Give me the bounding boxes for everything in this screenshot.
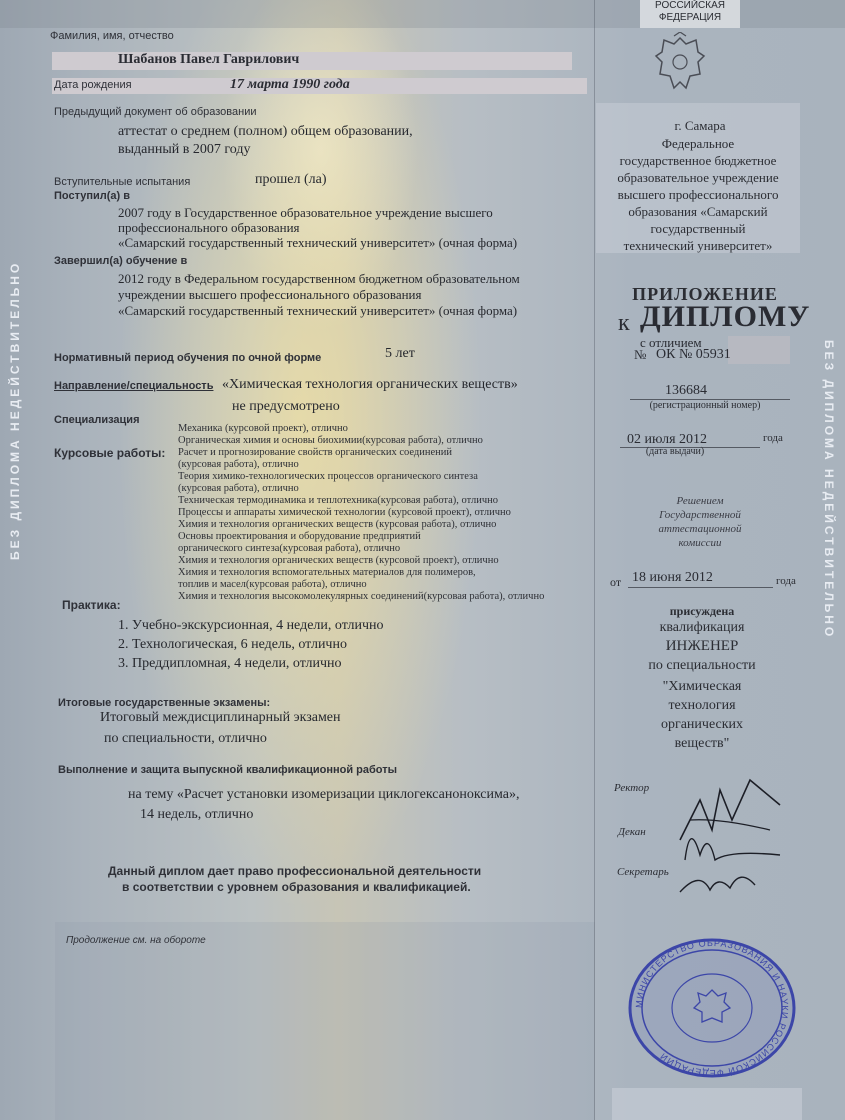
coursework-item: (курсовая работа), отлично	[178, 459, 299, 470]
exams-label: Итоговые государственные экзамены:	[58, 697, 271, 709]
awarded-text: присуждена	[669, 604, 735, 618]
official-seal-stamp	[622, 930, 802, 1080]
specialty-block	[612, 677, 792, 753]
admitted-line3: «Самарский государственный технический университет» (очная форма)	[118, 235, 518, 250]
decision-year: года	[776, 575, 796, 587]
org-line: государственный	[650, 221, 746, 236]
redaction-box	[728, 336, 790, 364]
completed-label: Завершил(а) обучение в	[54, 255, 188, 267]
coursework-item: Органическая химия и основы биохимии(курсовая работа), отлично	[178, 435, 483, 446]
coursework-item: Химия и технология вспомогательных материалов для полимеров,	[178, 567, 476, 578]
diploma-number: ОК № 05931	[656, 347, 731, 362]
direction-label: Направление/специальность	[54, 380, 214, 392]
rights-line1: Данный диплом дает право профессиональной деятельности	[108, 864, 482, 878]
fio-value: Шабанов Павел Гаврилович	[118, 52, 300, 67]
entrance-value: прошел (ла)	[255, 172, 327, 187]
coursework-item: Техническая термодинамика и теплотехника(курсовая работа), отлично	[178, 495, 499, 506]
practice-list	[118, 616, 384, 673]
qualification-label: квалификация	[659, 620, 745, 635]
coursework-list	[178, 423, 544, 603]
issue-year-word: года	[763, 432, 783, 444]
right-bottom-box	[612, 1088, 802, 1120]
reg-label: (регистрационный номер)	[649, 400, 761, 411]
issue-label: (дата выдачи)	[645, 446, 705, 457]
coursework-item: Расчет и прогнозирование свойств органических соединений	[178, 447, 452, 458]
dean-label: Декан	[618, 826, 646, 838]
left-vertical-warning: БЕЗ ДИПЛОМА НЕДЕЙСТВИТЕЛЬНО	[8, 260, 22, 560]
qualification-value: ИНЖЕНЕР	[665, 638, 739, 654]
coursework-item: (курсовая работа), отлично	[178, 483, 299, 494]
specialization-label: Специализация	[54, 414, 140, 426]
practice-item: 2. Технологическая, 6 недель, отлично	[118, 637, 347, 652]
org-line: образовательное учреждение	[617, 170, 779, 185]
coursework-label: Курсовые работы:	[54, 446, 166, 460]
thesis-line2: 14 недель, отлично	[140, 807, 254, 822]
admitted-line1: 2007 году в Государственное образовательное учреждение высшего	[118, 205, 493, 220]
issue-date: 02 июля 2012	[627, 432, 708, 447]
supplement-title-diploma: ДИПЛОМУ	[640, 300, 811, 333]
birth-value: 17 марта 1990 года	[230, 77, 350, 92]
practice-item: 1. Учебно-экскурсионная, 4 недели, отлично	[118, 618, 384, 633]
secretary-label: Секретарь	[617, 866, 669, 878]
period-value: 5 лет	[385, 346, 415, 361]
coat-of-arms-emblem	[652, 32, 708, 96]
coursework-item: Химия и технология высокомолекулярных соединений(курсовая работа), отлично	[178, 591, 545, 602]
decision-block	[630, 494, 770, 550]
decision-line: аттестационной	[658, 523, 742, 535]
specialty-label: по специальности	[648, 658, 756, 673]
section-divider	[594, 0, 595, 1120]
org-line: образования «Самарский	[628, 204, 768, 219]
completed-line3: «Самарский государственный технический университет» (очная форма)	[118, 303, 518, 318]
org-line: технический университет»	[623, 238, 773, 253]
thesis-line1: на тему «Расчет установки изомеризации циклогексаноноксима»,	[128, 787, 520, 802]
supplement-title: ПРИЛОЖЕНИЕ	[632, 284, 778, 304]
period-label: Нормативный период обучения по очной форме	[54, 352, 322, 364]
number-sign: №	[634, 347, 647, 362]
continued-note: Продолжение см. на обороте	[66, 935, 206, 946]
country-line1: РОССИЙСКАЯ	[655, 0, 725, 11]
direction-value: «Химическая технология органических веществ»	[222, 377, 518, 392]
decision-from: от	[610, 575, 622, 589]
org-line: Федеральное	[661, 136, 735, 151]
decision-underline	[628, 587, 773, 588]
completed-line2: учреждении высшего профессионального образования	[118, 287, 422, 302]
right-vertical-warning: БЕЗ ДИПЛОМА НЕДЕЙСТВИТЕЛЬНО	[822, 340, 836, 640]
practice-label: Практика:	[62, 598, 121, 612]
city: г. Самара	[674, 118, 726, 133]
coursework-item: Химия и технология органических веществ (курсовой проект), отлично	[178, 555, 499, 566]
rights-line2: в соответствии с уровнем образования и квалификацией.	[122, 880, 471, 894]
rector-label: Ректор	[614, 782, 650, 794]
thesis-label: Выполнение и защита выпускной квалификационной работы	[58, 764, 397, 776]
decision-line: Государственной	[659, 509, 741, 521]
coursework-item: Механика (курсовой проект), отлично	[178, 423, 348, 434]
bottom-band	[55, 922, 595, 1120]
practice-item: 3. Преддипломная, 4 недели, отлично	[118, 656, 342, 671]
coursework-item: Процессы и аппараты химической технологии (курсовой проект), отлично	[178, 507, 511, 518]
birth-label: Дата рождения	[54, 79, 132, 91]
exams-line2: по специальности, отлично	[104, 731, 267, 746]
decision-date: 18 июня 2012	[632, 570, 713, 585]
prev-doc-line1: аттестат о среднем (полном) общем образовании,	[118, 124, 413, 139]
coursework-item: Химия и технология органических веществ (курсовая работа), отлично	[178, 519, 497, 530]
signatures	[660, 760, 810, 910]
decision-line: комиссии	[678, 537, 722, 549]
specialty-line: органических	[660, 717, 744, 732]
coursework-item: органического синтеза(курсовая работа), отлично	[178, 543, 401, 554]
coursework-item: топлив и масел(курсовая работа), отлично	[178, 579, 367, 590]
reg-number: 136684	[665, 383, 707, 398]
specialization-value: не предусмотрено	[232, 399, 340, 414]
entrance-label: Вступительные испытания	[54, 176, 191, 188]
title-k: к	[618, 310, 630, 336]
specialty-line: веществ"	[674, 736, 730, 751]
fio-label: Фамилия, имя, отчество	[50, 30, 174, 42]
coursework-item: Основы проектирования и оборудование предприятий	[178, 531, 421, 542]
admitted-line2: профессионального образования	[118, 220, 300, 235]
prev-doc-line2: выданный в 2007 году	[118, 142, 251, 157]
seal-text: МИНИСТЕРСТВО ОБРАЗОВАНИЯ И НАУКИ РОССИЙСКОЙ ФЕДЕРАЦИИ	[633, 937, 791, 1079]
country-line2: ФЕДЕРАЦИЯ	[658, 12, 722, 23]
honors-text: с отличием	[640, 335, 702, 350]
exams-line1: Итоговый междисциплинарный экзамен	[100, 710, 341, 725]
specialty-line: технология	[668, 698, 736, 713]
prev-doc-label: Предыдущий документ об образовании	[54, 106, 257, 118]
org-block	[596, 135, 800, 254]
org-line: государственное бюджетное	[619, 153, 777, 168]
decision-line: Решением	[676, 495, 724, 507]
specialty-line: "Химическая	[662, 679, 742, 694]
completed-line1: 2012 году в Федеральном государственном бюджетном образовательном	[118, 271, 520, 286]
admitted-label: Поступил(а) в	[54, 190, 131, 202]
org-line: высшего профессионального	[617, 187, 779, 202]
coursework-item: Теория химико-технологических процессов органического синтеза	[178, 471, 478, 482]
